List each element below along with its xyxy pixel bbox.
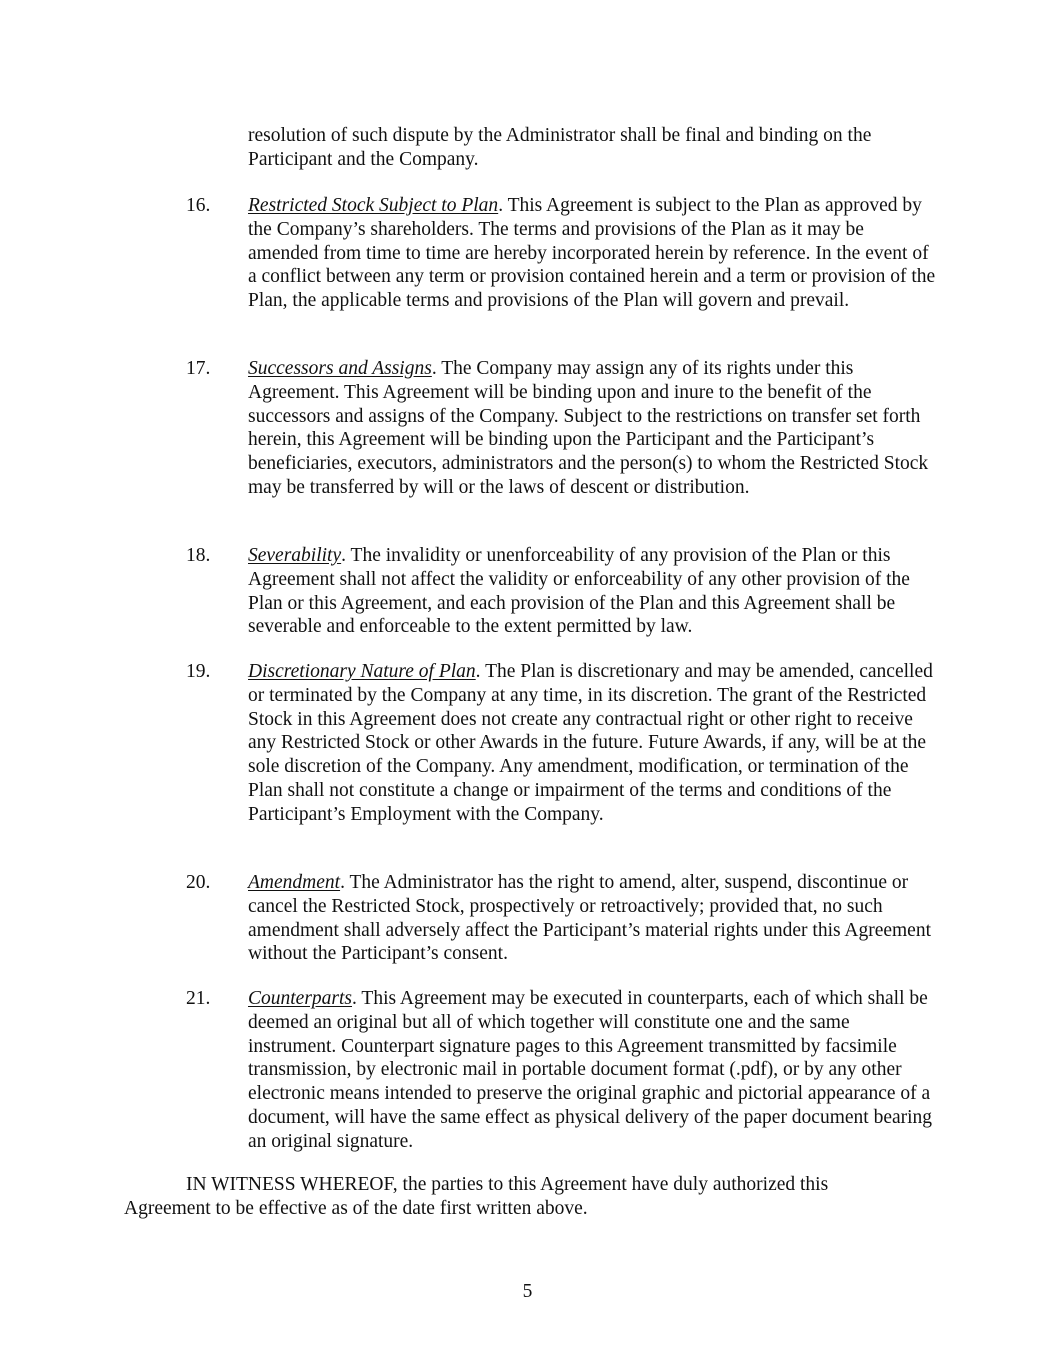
section-number: 16. xyxy=(186,195,211,216)
section-16 xyxy=(186,194,946,313)
section-heading: Restricted Stock Subject to Plan xyxy=(248,195,499,216)
section-number: 18. xyxy=(186,545,211,566)
section-body xyxy=(248,194,938,313)
section-number: 21. xyxy=(186,988,211,1009)
section-text: . The invalidity or unenforceability of any provision of the Plan or this Agreement shall not affect the validity or enforceability of any other provision of the Plan or this Agreement, and each provision of the Plan and this Agreement shall be severable and enforceable to the extent permitted by law. xyxy=(248,545,910,638)
section-18 xyxy=(186,544,946,639)
section-heading: Counterparts xyxy=(248,988,353,1009)
section-21 xyxy=(186,987,946,1154)
section-text: . The Administrator has the right to amend, alter, suspend, discontinue or cancel the Restricted Stock, prospectively or retroactively; provided that, no such amendment shall adversely affect the Participant’s material rights under this Agreement without the Participant’s consent. xyxy=(248,872,932,965)
section-text: . This Agreement is subject to the Plan as approved by the Company’s shareholders. The terms and provisions of the Plan as it may be amended from time to time are hereby incorporated herein by reference. In the event of a conflict between any term or provision contained herein and a term or provision of the Plan, the applicable terms and provisions of the Plan will govern and prevail. xyxy=(248,195,936,312)
section-17 xyxy=(186,357,946,500)
section-text: . The Company may assign any of its rights under this Agreement. This Agreement will be binding upon and inure to the benefit of the successors and assigns of the Company. Subject to the restrictions on transfer set forth herein, this Agreement will be binding upon the Participant and the Participant’s beneficiaries, executors, administrators and the person(s) to whom the Restricted Stock may be transferred by will or the laws of descent or distribution. xyxy=(248,358,929,498)
section-heading: Successors and Assigns xyxy=(248,358,432,379)
section-body xyxy=(248,987,938,1154)
section-number: 17. xyxy=(186,358,211,379)
page-number: 5 xyxy=(522,1281,533,1302)
section-number: 19. xyxy=(186,661,211,682)
section-body xyxy=(248,660,938,827)
section-body xyxy=(248,871,938,966)
section-number: 20. xyxy=(186,872,211,893)
section-text: . The Plan is discretionary and may be amended, cancelled or terminated by the Company at any time, in its discretion. The grant of the Restricted Stock in this Agreement does not create any contractual right or other right to receive any Restricted Stock or other Awards in the future. Future Awards, if any, will be at the sole discretion of the Company. Any amendment, modification, or termination of the Plan shall not constitute a change or impairment of the terms and conditions of the Participant’s Employment with the Company. xyxy=(248,661,933,825)
section-heading: Severability xyxy=(248,545,342,566)
witness-paragraph: IN WITNESS WHEREOF, the parties to this Agreement have duly authorized this Agreement to be effective as of the date first written above. xyxy=(124,1174,829,1219)
section-heading: Discretionary Nature of Plan xyxy=(248,661,476,682)
section-19 xyxy=(186,660,946,827)
section-text: . This Agreement may be executed in counterparts, each of which shall be deemed an original but all of which together will constitute one and the same instrument. Counterpart signature pages to this Agreement transmitted by facsimile transmission, by electronic mail in portable document format (.pdf), or by any other electronic means intended to preserve the original graphic and pictorial appearance of a document, will have the same effect as physical delivery of the paper document bearing an original signature. xyxy=(248,988,933,1152)
section-20 xyxy=(186,871,946,966)
section-body xyxy=(248,544,938,639)
continuation-paragraph: resolution of such dispute by the Administrator shall be final and binding on the Participant and the Company. xyxy=(248,125,872,170)
section-heading: Amendment xyxy=(248,872,341,893)
section-body xyxy=(248,357,938,500)
